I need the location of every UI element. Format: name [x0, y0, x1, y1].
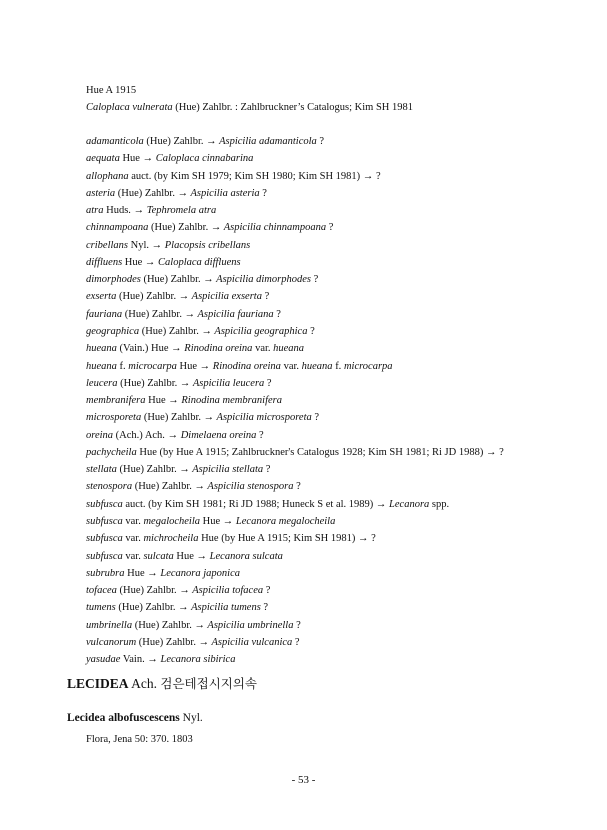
suffix: ? — [261, 291, 270, 303]
accepted-epithet: hueana — [273, 343, 305, 355]
author: (Hue) Zahlbr. — [139, 326, 202, 337]
arrow-icon: → — [358, 533, 369, 545]
synonym-entry — [86, 498, 449, 512]
accepted-name: Rinodina membranifera — [178, 395, 282, 407]
author: (Hue) Zahlbr. — [117, 377, 180, 389]
synonym-entry — [86, 515, 335, 529]
author: (Vain.) Hue — [116, 343, 172, 355]
author: (Hue) Zahlbr. — [116, 464, 180, 476]
epithet: stenospora — [86, 481, 133, 493]
accepted-name: Rinodina oreina — [210, 360, 281, 372]
synonym-entry — [86, 187, 267, 201]
author: Hue — [124, 567, 148, 579]
reference-text: Hue A 1915 — [86, 85, 137, 96]
rank: var. — [280, 360, 302, 372]
author: Hue — [173, 550, 197, 562]
synonym-entry — [86, 584, 270, 598]
synonym-entry — [86, 636, 300, 650]
synonym-entry — [86, 256, 241, 270]
epithet: hueana — [86, 343, 117, 355]
accepted-name: Tephromela atra — [144, 205, 217, 217]
arrow-icon: → — [194, 619, 205, 631]
epithet: vulcanorum — [86, 636, 137, 648]
author: Hue (by Hue A 1915; Kim SH 1981) — [198, 533, 359, 545]
arrow-icon: → — [196, 550, 208, 562]
synonym-entry — [86, 601, 268, 615]
author: (Hue) Zahlbr. — [116, 291, 179, 303]
reference-line — [86, 84, 136, 98]
epithet: aequata — [86, 153, 120, 165]
arrow-icon: → — [179, 377, 191, 389]
epithet: stellata — [86, 464, 117, 476]
accepted-name: Lecanora japonica — [157, 567, 241, 579]
epithet: exserta — [86, 291, 117, 303]
reference-text: (Hue) Zahlbr. : Zahlbruckner’s Catalogus; Kim SH 1981 — [172, 102, 414, 113]
epithet: hueana — [86, 360, 117, 372]
epithet: oreina — [86, 429, 114, 441]
synonym-entry — [86, 394, 282, 408]
arrow-icon: → — [171, 343, 182, 355]
arrow-icon: → — [206, 136, 217, 147]
arrow-icon: → — [133, 205, 145, 217]
synonym-entry — [86, 429, 264, 443]
synonym-entry — [86, 135, 324, 149]
suffix: ? — [373, 170, 381, 182]
infraspecific-epithet: michrocheila — [143, 533, 199, 545]
author: Hue (by Hue A 1915; Zahlbruckner's Catalogus 1928; Kim SH 1981; Ri JD 1988) — [136, 446, 486, 458]
accepted-epithet: hueana — [301, 360, 333, 372]
genus-name: LECIDEA — [67, 676, 129, 691]
rank: f. — [332, 360, 344, 372]
synonym-entry — [86, 411, 319, 425]
accepted-name: Placopsis cribellans — [162, 239, 251, 251]
accepted-name: Caloplaca cinnabarina — [153, 153, 254, 165]
epithet: subfusca — [86, 533, 123, 545]
arrow-icon: → — [179, 585, 190, 596]
author: auct. (by Kim SH 1981; Ri JD 1988; Huneck S et al. 1989) — [122, 498, 376, 510]
author: Hue — [176, 360, 200, 372]
species-name: Lecidea albofuscescens — [67, 712, 180, 724]
synonym-entry — [86, 567, 240, 581]
suffix: ? — [273, 308, 281, 320]
suffix: ? — [311, 412, 320, 424]
synonym-entry — [86, 653, 235, 667]
suffix: ? — [368, 533, 376, 545]
epithet: dimorphodes — [86, 274, 141, 286]
synonym-entry — [86, 204, 216, 218]
epithet: fauriana — [86, 308, 123, 320]
epithet: allophana — [86, 170, 129, 182]
arrow-icon: → — [222, 515, 234, 527]
author: (Hue) Zahlbr. — [115, 602, 179, 614]
author: var. — [122, 515, 144, 527]
epithet: diffluens — [86, 256, 123, 268]
epithet: subfusca — [86, 498, 123, 510]
page-number: - 53 - — [291, 774, 316, 786]
arrow-icon: → — [184, 308, 196, 320]
suffix: ? — [256, 429, 264, 441]
author: var. — [122, 550, 144, 562]
suffix: ? — [496, 446, 504, 458]
author: (Hue) Zahlbr. — [143, 136, 207, 147]
author: (Hue) Zahlbr. — [136, 636, 199, 648]
suffix: ? — [260, 602, 269, 614]
accepted-name: Aspicilia umbrinella — [205, 619, 294, 631]
author: Hue — [200, 515, 223, 527]
suffix: ? — [264, 377, 272, 389]
epithet: geographica — [86, 326, 140, 337]
synonym-entry — [86, 170, 381, 184]
accepted-name: Aspicilia stenospora — [205, 481, 294, 493]
arrow-icon: → — [179, 464, 190, 476]
author: (Hue) Zahlbr. — [148, 222, 211, 234]
arrow-icon: → — [203, 274, 214, 286]
genus-korean-name: 검은테접시지의속 — [160, 676, 257, 691]
epithet: yasudae — [86, 654, 121, 666]
species-citation — [86, 733, 193, 747]
arrow-icon: → — [203, 412, 215, 424]
epithet: umbrinella — [86, 619, 133, 631]
accepted-name: Lecanora sulcata — [207, 550, 283, 562]
synonym-entry — [86, 308, 281, 322]
suffix: ? — [310, 274, 319, 286]
arrow-icon: → — [210, 222, 222, 234]
epithet: subrubra — [86, 567, 125, 579]
accepted-name: Lecanora sibirica — [157, 654, 236, 666]
epithet: pachycheila — [86, 446, 137, 458]
synonym-entry — [86, 152, 253, 166]
author: (Hue) Zahlbr. — [140, 274, 204, 286]
arrow-icon: → — [375, 498, 387, 510]
arrow-icon: → — [201, 326, 212, 337]
accepted-name: Rinodina oreina — [181, 343, 253, 355]
epithet: cribellans — [86, 239, 128, 251]
epithet: tumens — [86, 602, 116, 614]
infraspecific-epithet: sulcata — [143, 550, 174, 562]
author: (Hue) Zahlbr. — [115, 187, 178, 199]
author: Huds. — [103, 205, 134, 217]
arrow-icon: → — [485, 446, 497, 458]
epithet: subfusca — [86, 515, 123, 527]
arrow-icon: → — [194, 481, 205, 493]
synonym-entry — [86, 273, 318, 287]
arrow-icon: → — [178, 291, 190, 303]
synonym-entry — [86, 290, 269, 304]
suffix: ? — [307, 326, 315, 337]
accepted-name: Aspicilia exserta — [189, 291, 262, 303]
suffix: spp. — [429, 498, 450, 510]
synonym-entry — [86, 550, 283, 564]
accepted-name: Aspicilia stellata — [189, 464, 264, 476]
accepted-name: Aspicilia dimorphodes — [213, 274, 311, 286]
accepted-name: Lecanora — [386, 498, 430, 510]
accepted-name: Lecanora megalocheila — [233, 515, 336, 527]
arrow-icon: → — [362, 170, 374, 182]
author: var. — [122, 533, 144, 545]
arrow-icon: → — [151, 239, 163, 251]
synonym-entry — [86, 532, 376, 546]
author: Hue — [145, 395, 169, 407]
species-author: Nyl. — [179, 712, 203, 724]
suffix: ? — [293, 481, 301, 493]
arrow-icon: → — [147, 567, 158, 579]
synonym-entry — [86, 446, 504, 460]
accepted-name: Aspicilia leucera — [190, 377, 265, 389]
citation-text: Flora, Jena 50: 370. 1803 — [86, 734, 193, 745]
synonym-entry — [86, 480, 301, 494]
taxon-name: Caloplaca vulnerata — [86, 102, 173, 113]
suffix: ? — [326, 222, 334, 234]
suffix: ? — [259, 187, 267, 199]
epithet: leucera — [86, 377, 118, 389]
author: (Hue) Zahlbr. — [116, 585, 180, 596]
arrow-icon: → — [168, 395, 179, 407]
infraspecific-epithet: microcarpa — [128, 360, 177, 372]
author: f. — [116, 360, 129, 372]
suffix: ? — [316, 136, 325, 147]
synonym-entry — [86, 360, 393, 374]
arrow-icon: → — [147, 654, 158, 666]
accepted-name: Aspicilia vulcanica — [209, 636, 293, 648]
reference-line-catalogus — [86, 101, 413, 115]
accepted-name: Aspicilia adamanticola — [216, 136, 317, 147]
author: Hue — [122, 256, 145, 268]
genus-author: Ach. — [128, 676, 161, 691]
accepted-epithet: microcarpa — [343, 360, 393, 372]
accepted-name: Caloplaca diffluens — [155, 256, 241, 268]
accepted-name: Aspicilia geographica — [211, 326, 308, 337]
infraspecific-epithet: megalocheila — [143, 515, 201, 527]
suffix: ? — [292, 636, 300, 648]
author: (Hue) Zahlbr. — [122, 308, 185, 320]
arrow-icon: → — [199, 360, 211, 372]
arrow-icon: → — [167, 429, 179, 441]
author: Vain. — [120, 654, 148, 666]
synonym-entry — [86, 463, 270, 477]
arrow-icon: → — [178, 602, 189, 614]
epithet: atra — [86, 205, 104, 217]
arrow-icon: → — [142, 153, 154, 165]
synonym-entry — [86, 342, 304, 356]
accepted-name: Aspicilia asteria — [188, 187, 260, 199]
accepted-name: Aspicilia microsporeta — [214, 412, 312, 424]
epithet: subfusca — [86, 550, 123, 562]
accepted-name: Aspicilia tofacea — [189, 585, 264, 596]
accepted-name: Aspicilia fauriana — [195, 308, 274, 320]
author: Hue — [119, 153, 143, 165]
arrow-icon: → — [144, 256, 156, 268]
author: (Hue) Zahlbr. — [132, 619, 195, 631]
synonym-entry — [86, 619, 301, 633]
accepted-name: Aspicilia tumens — [188, 602, 261, 614]
accepted-name: Dimelaena oreina — [178, 429, 257, 441]
synonym-entry — [86, 325, 315, 339]
author: (Ach.) Ach. — [113, 429, 168, 441]
synonym-entry — [86, 239, 250, 253]
epithet: chinnampoana — [86, 222, 149, 234]
author: Nyl. — [128, 239, 152, 251]
epithet: asteria — [86, 187, 116, 199]
epithet: microsporeta — [86, 412, 142, 424]
suffix: ? — [293, 619, 301, 631]
suffix: ? — [263, 464, 271, 476]
suffix: ? — [263, 585, 271, 596]
author: (Hue) Zahlbr. — [132, 481, 195, 493]
epithet: tofacea — [86, 585, 117, 596]
synonym-entry — [86, 377, 272, 391]
epithet: adamanticola — [86, 136, 144, 147]
species-heading — [67, 712, 203, 724]
author: auct. (by Kim SH 1979; Kim SH 1980; Kim SH 1981) — [128, 170, 363, 182]
epithet: membranifera — [86, 395, 146, 407]
genus-heading — [67, 674, 257, 692]
synonym-entry — [86, 221, 333, 235]
arrow-icon: → — [198, 636, 210, 648]
arrow-icon: → — [177, 187, 189, 199]
rank: var. — [252, 343, 274, 355]
accepted-name: Aspicilia chinnampoana — [221, 222, 327, 234]
author: (Hue) Zahlbr. — [141, 412, 204, 424]
